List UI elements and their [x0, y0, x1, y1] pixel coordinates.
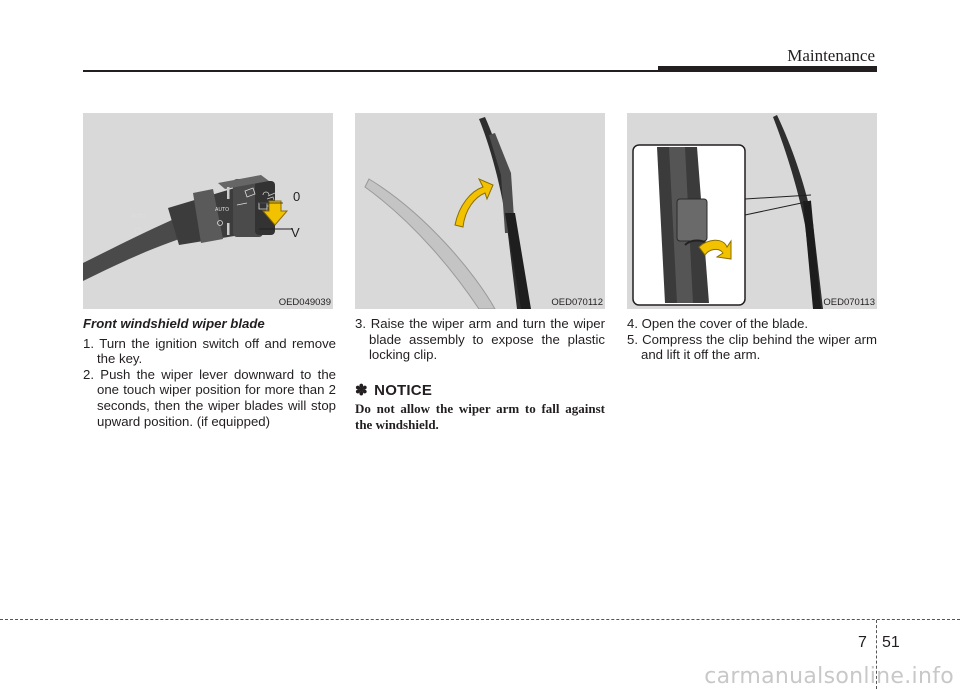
- footer-rule: [0, 619, 960, 620]
- page-number: 51: [882, 634, 900, 651]
- step-3: 3. Raise the wiper arm and turn the wiper blade assembly to expose the plastic locking clip.: [355, 316, 605, 363]
- notice-title: NOTICE: [374, 381, 433, 399]
- figure-wiper-lever: [83, 113, 333, 309]
- notice-symbol: ✽: [355, 381, 368, 399]
- section-title: Maintenance: [787, 46, 875, 65]
- step-5: 5. Compress the clip behind the wiper arm and lift it off the arm.: [627, 331, 877, 363]
- blade-clip-illustration: [627, 113, 877, 309]
- step-1: 1. Turn the ignition switch off and remove the key.: [83, 335, 336, 367]
- header-rule: [83, 70, 663, 72]
- figure-blade-clip: [627, 113, 877, 309]
- svg-text:AUTO: AUTO: [215, 207, 230, 213]
- wiper-arm-raise-illustration: [355, 113, 605, 309]
- step-2: 2. Push the wiper lever downward to the one touch wiper position for more than 2 seconds, then the wiper blades will stop upward position. (if equipped): [83, 366, 336, 429]
- chapter-number: 7: [858, 634, 867, 651]
- header-rule-accent: [658, 66, 877, 72]
- column-2: [355, 316, 605, 433]
- figure-raise-wiper-arm: [355, 113, 605, 309]
- step-4: 4. Open the cover of the blade.: [627, 316, 809, 331]
- watermark: carmanualsonline.info: [704, 664, 954, 689]
- svg-text:AUTO: AUTO: [131, 214, 146, 220]
- notice-body: Do not allow the wiper arm to fall against the windshield.: [355, 401, 605, 432]
- wiper-lever-illustration: [83, 113, 333, 309]
- column-3: [627, 316, 877, 363]
- lever-label-zero: 0: [293, 189, 301, 204]
- figure-code: OED049039: [278, 297, 331, 308]
- notice-heading: [355, 383, 605, 399]
- figure-code: OED070112: [551, 297, 603, 308]
- lever-label-v: V: [291, 225, 300, 240]
- figure-code: OED070113: [823, 297, 875, 308]
- subhead: Front windshield wiper blade: [83, 316, 265, 331]
- column-1: [83, 316, 336, 429]
